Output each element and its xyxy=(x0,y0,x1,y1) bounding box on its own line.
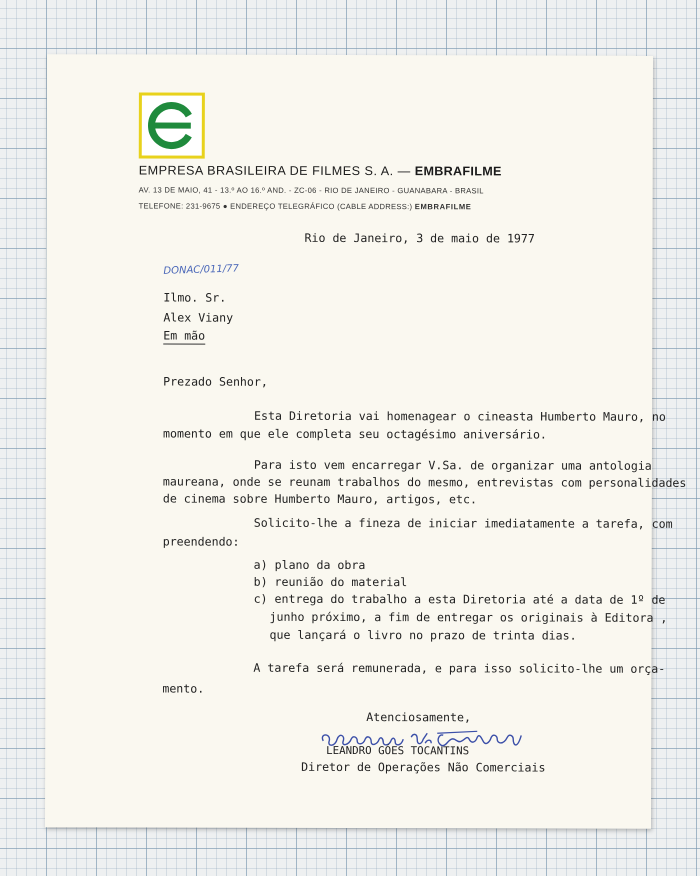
embrafilme-logo xyxy=(139,92,205,158)
list-item-c-line-3: que lançará o livro no prazo de trinta dias. xyxy=(269,627,577,643)
handwritten-reference: DONAC/011/77 xyxy=(163,263,240,277)
closing: Atenciosamente, xyxy=(366,710,471,725)
paragraph-3-line-2: preendendo: xyxy=(162,534,240,549)
paragraph-2-line-1: Para isto vem encarregar V.Sa. de organizar uma antologia xyxy=(253,457,652,473)
company-phone: TELEFONE: 231-9675 ● ENDEREÇO TELEGRÁFICO (CABLE ADDRESS:) EMBRAFILME xyxy=(138,201,472,212)
paragraph-1-line-2: momento em que ele completa seu octagésimo aniversário. xyxy=(163,426,547,442)
signer-name: LEANDRO GÓES TOCANTINS xyxy=(326,743,470,758)
greeting: Prezado Senhor, xyxy=(163,374,268,389)
list-item-b: b) reunião do material xyxy=(253,574,408,590)
list-item-c-line-2: junho próximo, a fim de entregar os originais à Editora , xyxy=(269,609,668,625)
paragraph-2-line-2: maureana, onde se reunam trabalhos do mesmo, entrevistas com personalidades xyxy=(162,474,687,490)
paragraph-4-line-2: mento. xyxy=(162,681,205,696)
signer-title: Diretor de Operações Não Comerciais xyxy=(301,759,546,775)
paragraph-2-line-3: de cinema sobre Humberto Mauro, artigos, etc. xyxy=(162,491,477,507)
letter-paper xyxy=(45,54,687,829)
company-address: AV. 13 DE MAIO, 41 - 13.º AO 16.º AND. - ZC-06 - RIO DE JANEIRO - GUANABARA - BRASIL xyxy=(138,185,484,196)
paragraph-1-line-1: Esta Diretoria vai homenagear o cineasta Humberto Mauro, no xyxy=(254,408,666,424)
recipient-title: Ilmo. Sr. xyxy=(163,290,227,305)
list-item-a: a) plano da obra xyxy=(253,557,366,573)
place-date: Rio de Janeiro, 3 de maio de 1977 xyxy=(304,230,535,246)
paragraph-4-line-1: A tarefa será remunerada, e para isso solicito-lhe um orça- xyxy=(253,660,666,676)
recipient-delivery: Em mão xyxy=(163,328,206,343)
recipient-name: Alex Viany xyxy=(163,310,234,325)
company-name: EMPRESA BRASILEIRA DE FILMES S. A. — EMBRAFILME xyxy=(138,163,502,179)
paragraph-3-line-1: Solicito-lhe a fineza de iniciar imediatamente a tarefa, com xyxy=(253,515,673,531)
embrafilme-e-icon xyxy=(142,95,202,155)
list-item-c-line-1: c) entrega do trabalho a esta Diretoria até a data de 1º de xyxy=(253,591,666,607)
